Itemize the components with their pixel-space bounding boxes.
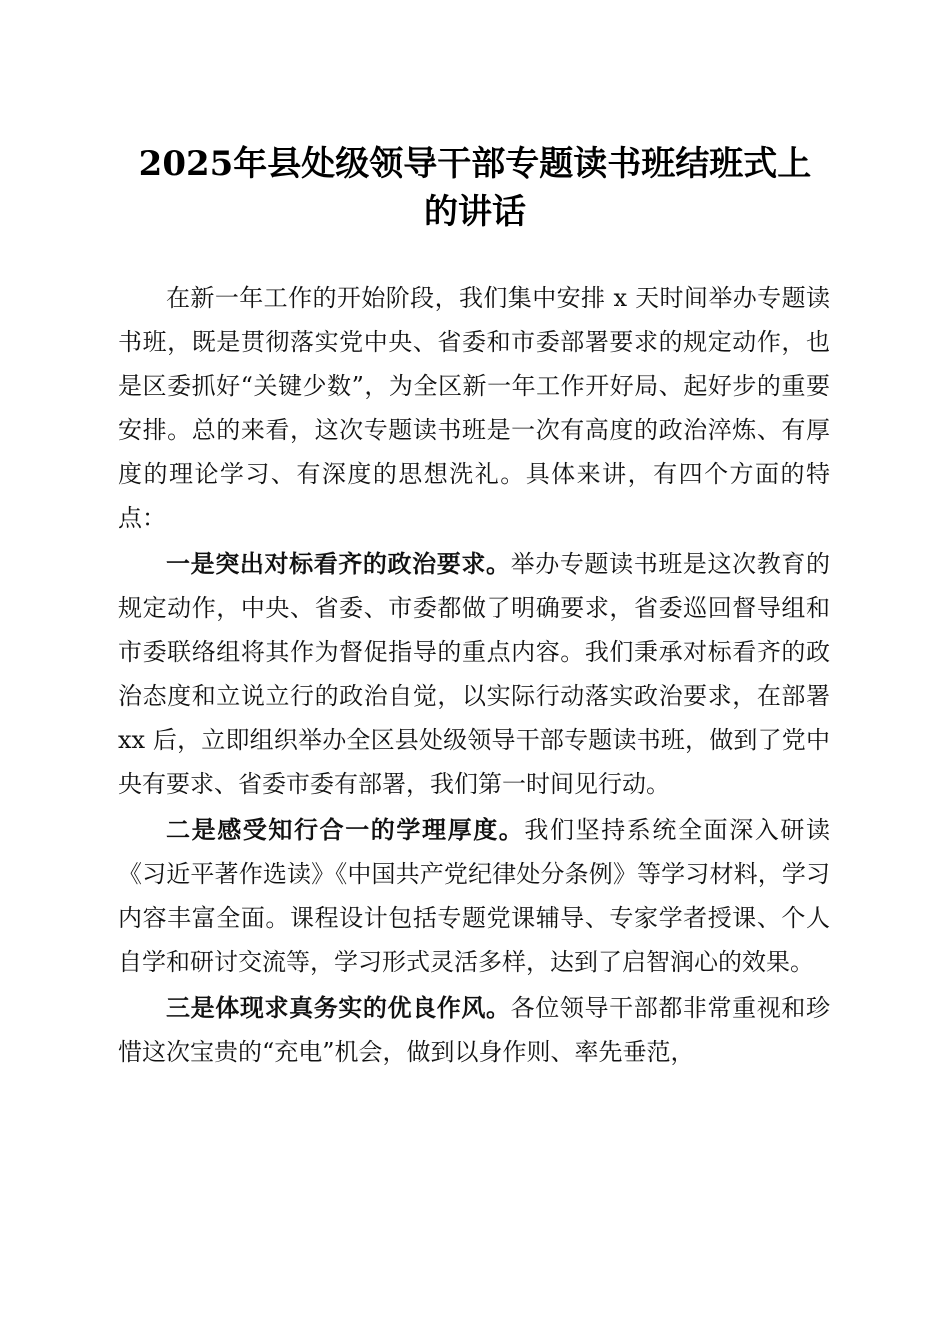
paragraph-point-3 [118,986,830,1074]
document-body [118,276,830,1076]
paragraph-lead: 二是感受知行合一的学理厚度。 [166,815,525,844]
title-line-2: 的讲话 [424,192,526,232]
paragraph-text: 各位领导干部都非常重视和珍惜这次宝贵的“充电”机会，做到以身作则、率先垂范， [118,994,831,1066]
paragraph-text: 举办专题读书班是这次教育的规定动作，中央、省委、市委都做了明确要求，省委巡回督导组和市委联络组将其作为督促指导的重点内容。我们秉承对标看齐的政治态度和立说立行的政治自觉，以实际行动落实政治要求，在部署 xx 后，立即组织举办全区县处级领导干部专题读书班，做到了党中央有要求、省委市委有部署，我们第一时间见行动。 [118,550,831,798]
paragraph-point-2 [118,808,830,984]
paragraph-point-1 [118,542,830,806]
paragraph-text: 在新一年工作的开始阶段，我们集中安排 x 天时间举办专题读书班，既是贯彻落实党中央、省委和市委部署要求的规定动作，也是区委抓好“关键少数”，为全区新一年工作开好局、起好步的重要安排。总的来看，这次专题读书班是一次有高度的政治淬炼、有厚度的理论学习、有深度的思想洗礼。具体来讲，有四个方面的特点： [118,284,830,532]
paragraph-intro [118,276,830,540]
document-title [110,140,840,236]
paragraph-lead: 三是体现求真务实的优良作风。 [166,993,511,1022]
paragraph-lead: 一是突出对标看齐的政治要求。 [166,549,511,578]
paragraph-text: 我们坚持系统全面深入研读《习近平著作选读》《中国共产党纪律处分条例》等学习材料，学习内容丰富全面。课程设计包括专题党课辅导、专家学者授课、个人自学和研讨交流等，学习形式灵活多样，达到了启智润心的效果。 [118,816,831,976]
title-line-1: 2025年县处级领导干部专题读书班结班式上 [138,144,812,184]
